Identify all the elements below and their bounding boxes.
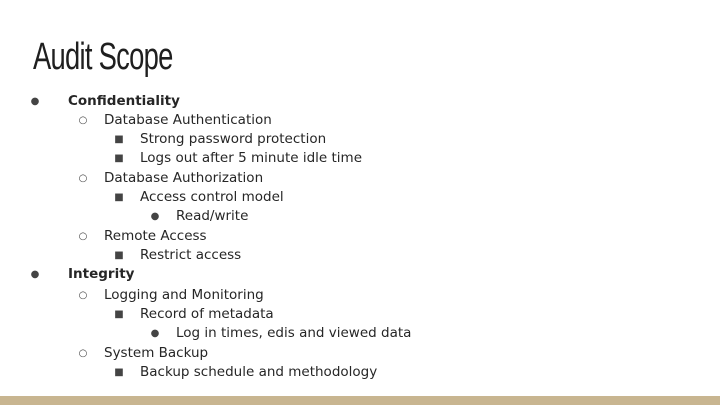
bullet-l3-icon: ■	[114, 250, 124, 261]
list-item-text: Logs out after 5 minute idle time	[140, 150, 363, 166]
list-item-text: Confidentiality	[68, 93, 180, 109]
bullet-l4-icon: ●	[150, 328, 160, 339]
bullet-l1-icon: ●	[30, 269, 40, 280]
bullet-l2-icon: ○	[78, 115, 88, 126]
list-item-text: Database Authentication	[104, 112, 272, 128]
bullet-l2-icon: ○	[78, 173, 88, 184]
footer-accent-bar	[0, 396, 720, 405]
bullet-l4-icon: ●	[150, 211, 160, 222]
list-item-text: Read/write	[176, 208, 249, 224]
bullet-l3-icon: ■	[114, 153, 124, 164]
list-item-text: Backup schedule and methodology	[140, 364, 378, 380]
list-item-text: Integrity	[68, 266, 135, 282]
bullet-l2-icon: ○	[78, 231, 88, 242]
bullet-l3-icon: ■	[114, 134, 124, 145]
bullet-l3-icon: ■	[114, 367, 124, 378]
list-item-text: Access control model	[140, 189, 284, 205]
list-item-text: Record of metadata	[140, 306, 274, 322]
bullet-l1-icon: ●	[30, 96, 40, 107]
bullet-l3-icon: ■	[114, 192, 124, 203]
list-item-text: Strong password protection	[140, 131, 327, 147]
list-item-text: System Backup	[104, 345, 209, 361]
list-item-text: Remote Access	[104, 228, 207, 244]
list-item-text: Log in times, edis and viewed data	[176, 325, 412, 341]
list-item-text: Restrict access	[140, 247, 242, 263]
bullet-l3-icon: ■	[114, 309, 124, 320]
bullet-l2-icon: ○	[78, 348, 88, 359]
bullet-l2-icon: ○	[78, 290, 88, 301]
slide-title: Audit Scope	[33, 36, 173, 78]
list-item-text: Database Authorization	[104, 170, 264, 186]
list-item-text: Logging and Monitoring	[104, 287, 264, 303]
